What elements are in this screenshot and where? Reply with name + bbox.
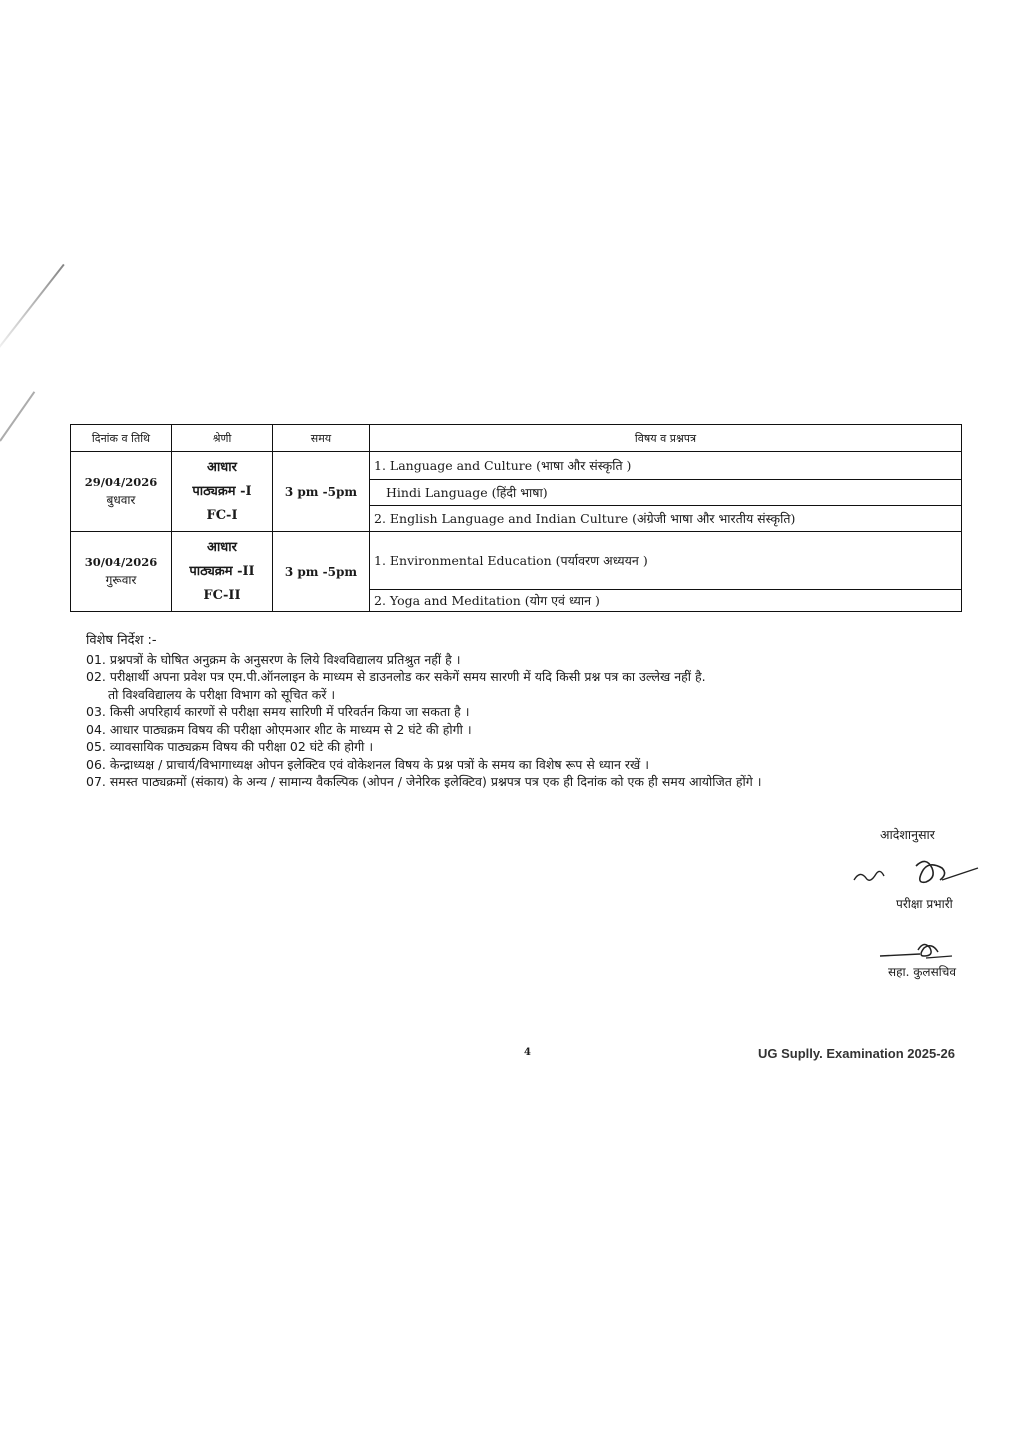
- category-line: पाठ्यक्रम -I: [192, 483, 252, 499]
- paper-cell: 2. English Language and Indian Culture (अंग्रेजी भाषा और भारतीय संस्कृति): [370, 506, 962, 532]
- paper-cell: Hindi Language (हिंदी भाषा): [370, 480, 962, 506]
- instruction-item: 06. केन्द्राध्यक्ष / प्राचार्य/विभागाध्यक्ष ओपन इलेक्टिव एवं वोकेशनल विषय के प्रश्न पत्रों के समय का विशेष रूप से ध्यान रखें ।: [86, 756, 649, 772]
- paper-cell: 2. Yoga and Meditation (योग एवं ध्यान ): [370, 590, 962, 612]
- instruction-item: 02. परीक्षार्थी अपना प्रवेश पत्र एम.पी.ऑनलाइन के माध्यम से डाउनलोड कर सकेगें समय सारणी में यदि किसी प्रश्न पत्र का उल्लेख नहीं है.: [86, 669, 706, 684]
- exam-schedule-table: [70, 424, 962, 612]
- table-header-row: [71, 425, 962, 452]
- category-code: FC-II: [203, 587, 241, 603]
- time-cell: 3 pm -5pm: [273, 532, 370, 612]
- category-line: पाठ्यक्रम -II: [189, 563, 255, 579]
- header-category: श्रेणी: [172, 425, 273, 452]
- instruction-item: 03. किसी अपरिहार्य कारणों से परीक्षा समय सारिणी में परिवर्तन किया जा सकता है ।: [86, 704, 470, 719]
- exam-incharge-signature: [846, 850, 986, 898]
- paper-cell: 1. Language and Culture (भाषा और संस्कृति ): [370, 452, 962, 480]
- paper-cell: 1. Environmental Education (पर्यावरण अध्ययन ): [370, 532, 962, 590]
- special-instructions: [86, 632, 966, 791]
- instruction-item: 04. आधार पाठ्यक्रम विषय की परीक्षा ओएमआर शीट के माध्यम से 2 घंटे की होगी ।: [86, 721, 472, 737]
- table-row: [71, 532, 962, 590]
- exam-incharge-label: परीक्षा प्रभारी: [896, 897, 953, 911]
- scan-artifact-line: [0, 391, 35, 441]
- asst-registrar-signature: [878, 938, 958, 966]
- category-cell: [172, 532, 273, 612]
- header-time: समय: [273, 425, 370, 452]
- instructions-title: विशेष निर्देश :-: [86, 633, 157, 648]
- category-line: आधार: [207, 539, 237, 555]
- category-code: FC-I: [206, 507, 238, 523]
- date-cell: [71, 532, 172, 612]
- category-line: आधार: [207, 459, 237, 475]
- footer-title: UG Suplly. Examination 2025-26: [758, 1046, 955, 1061]
- header-date: दिनांक व तिथि: [71, 425, 172, 452]
- table-row: [71, 452, 962, 480]
- instruction-item: 05. व्यावसायिक पाठ्यक्रम विषय की परीक्षा 02 घंटे की होगी ।: [86, 739, 374, 754]
- page-number: 4: [524, 1047, 531, 1058]
- exam-date: 30/04/2026: [84, 555, 158, 569]
- exam-day: गुरूवार: [105, 573, 137, 587]
- scan-artifact-line: [0, 264, 65, 360]
- exam-date: 29/04/2026: [84, 475, 158, 489]
- exam-day: बुधवार: [106, 493, 136, 507]
- header-subject: विषय व प्रश्नपत्र: [370, 425, 962, 452]
- time-cell: 3 pm -5pm: [273, 452, 370, 532]
- asst-registrar-label: सहा. कुलसचिव: [888, 965, 957, 979]
- date-cell: [71, 452, 172, 532]
- by-order-label: आदेशानुसार: [880, 827, 935, 842]
- instruction-item: 01. प्रश्नपत्रों के घोषित अनुक्रम के अनुसरण के लिये विश्वविद्यालय प्रतिश्रुत नहीं है ।: [86, 651, 461, 667]
- instruction-item-continued: तो विश्वविद्यालय के परीक्षा विभाग को सूचित करें ।: [108, 686, 336, 702]
- instruction-item: 07. समस्त पाठ्यक्रमों (संकाय) के अन्य / सामान्य वैकल्पिक (ओपन / जेनेरिक इलेक्टिव) प्रश्नपत्र पत्र एक ही दिनांक को एक ही समय आयोजित होंगे ।: [86, 774, 762, 789]
- category-cell: [172, 452, 273, 532]
